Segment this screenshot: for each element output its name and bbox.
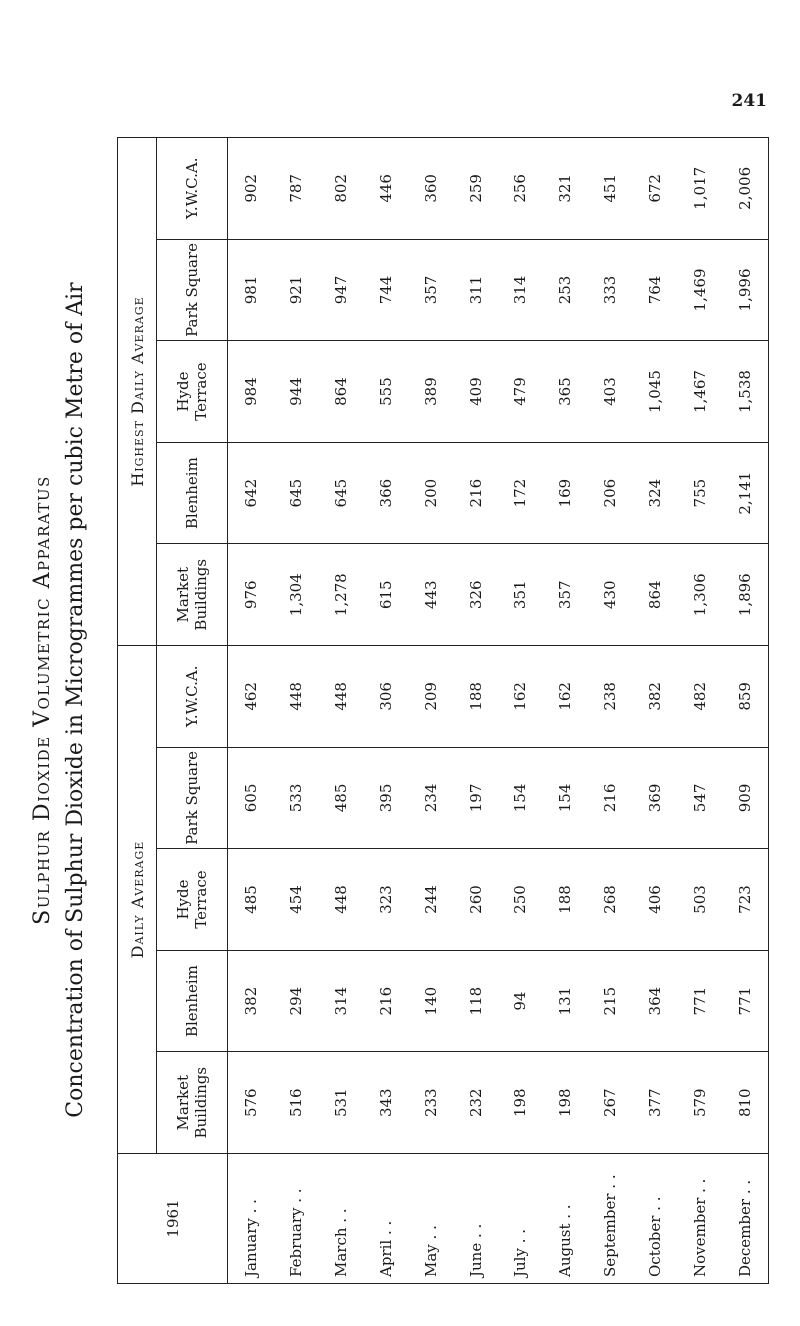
daily-value-cell: 209 [408,646,453,748]
daily-value-cell: 531 [318,1052,363,1154]
table-caption: Concentration of Sulphur Dioxide in Microgrammes per cubic Metre of Air [63,282,88,1118]
highest-value-cell: 1,467 [677,341,722,443]
highest-value-cell: 479 [498,341,543,443]
month-label: December . . [722,1154,768,1284]
daily-value-cell: 448 [274,646,319,748]
column-header-daily: Hyde Terrace [157,849,228,951]
daily-value-cell: 382 [228,950,274,1052]
table-row [408,138,453,1284]
highest-value-cell: 314 [498,239,543,341]
highest-value-cell: 443 [408,544,453,646]
daily-value-cell: 162 [498,646,543,748]
highest-value-cell: 206 [588,442,633,544]
daily-value-cell: 238 [588,646,633,748]
daily-value-cell: 198 [498,1052,543,1154]
highest-value-cell: 984 [228,341,274,443]
daily-value-cell: 382 [633,646,678,748]
daily-value-cell: 503 [677,849,722,951]
column-header-daily: Blenheim [157,950,228,1052]
daily-value-cell: 723 [722,849,768,951]
table-row [274,138,319,1284]
column-header-daily: Y.W.C.A. [157,646,228,748]
highest-value-cell: 389 [408,341,453,443]
highest-value-cell: 764 [633,239,678,341]
daily-value-cell: 94 [498,950,543,1052]
column-header-highest: Hyde Terrace [157,341,228,443]
highest-value-cell: 787 [274,138,319,240]
table-container [117,137,769,1284]
month-label: July . . [498,1154,543,1284]
highest-value-cell: 921 [274,239,319,341]
highest-value-cell: 200 [408,442,453,544]
highest-value-cell: 446 [363,138,408,240]
highest-value-cell: 902 [228,138,274,240]
daily-value-cell: 454 [274,849,319,951]
highest-value-cell: 1,045 [633,341,678,443]
highest-value-cell: 744 [363,239,408,341]
month-label: August . . [543,1154,588,1284]
highest-value-cell: 864 [633,544,678,646]
month-label: May . . [408,1154,453,1284]
daily-value-cell: 482 [677,646,722,748]
highest-value-cell: 944 [274,341,319,443]
daily-value-cell: 162 [543,646,588,748]
group-header-daily-average: Daily Average [118,646,157,1154]
daily-value-cell: 810 [722,1052,768,1154]
daily-value-cell: 267 [588,1052,633,1154]
column-header-daily: Park Square [157,747,228,849]
daily-value-cell: 197 [453,747,498,849]
group-header-highest-daily-average: Highest Daily Average [118,138,157,646]
highest-value-cell: 672 [633,138,678,240]
table-row [453,138,498,1284]
daily-value-cell: 369 [633,747,678,849]
column-header-highest: Market Buildings [157,544,228,646]
daily-value-cell: 118 [453,950,498,1052]
month-label: October . . [633,1154,678,1284]
highest-value-cell: 615 [363,544,408,646]
daily-value-cell: 909 [722,747,768,849]
highest-value-cell: 351 [498,544,543,646]
daily-value-cell: 232 [453,1052,498,1154]
daily-value-cell: 406 [633,849,678,951]
month-label: February . . [274,1154,319,1284]
highest-value-cell: 430 [588,544,633,646]
daily-value-cell: 448 [318,849,363,951]
daily-value-cell: 448 [318,646,363,748]
daily-value-cell: 234 [408,747,453,849]
daily-value-cell: 377 [633,1052,678,1154]
highest-value-cell: 324 [633,442,678,544]
month-label: April . . [363,1154,408,1284]
highest-value-cell: 333 [588,239,633,341]
table-row [677,138,722,1284]
column-header-row [157,138,228,1284]
highest-value-cell: 981 [228,239,274,341]
highest-value-cell: 1,896 [722,544,768,646]
highest-value-cell: 947 [318,239,363,341]
highest-value-cell: 357 [543,544,588,646]
highest-value-cell: 311 [453,239,498,341]
month-label: January . . [228,1154,274,1284]
daily-value-cell: 771 [677,950,722,1052]
daily-value-cell: 198 [543,1052,588,1154]
highest-value-cell: 253 [543,239,588,341]
daily-value-cell: 547 [677,747,722,849]
daily-value-cell: 485 [228,849,274,951]
daily-value-cell: 216 [588,747,633,849]
daily-value-cell: 216 [363,950,408,1052]
month-label: September . . [588,1154,633,1284]
column-header-highest: Y.W.C.A. [157,138,228,240]
table-row [633,138,678,1284]
side-titles [14,120,104,1280]
daily-value-cell: 250 [498,849,543,951]
daily-value-cell: 859 [722,646,768,748]
column-header-highest: Blenheim [157,442,228,544]
daily-value-cell: 215 [588,950,633,1052]
highest-value-cell: 1,996 [722,239,768,341]
daily-value-cell: 605 [228,747,274,849]
month-label: November . . [677,1154,722,1284]
highest-value-cell: 1,469 [677,239,722,341]
highest-value-cell: 642 [228,442,274,544]
table-row [318,138,363,1284]
highest-value-cell: 645 [274,442,319,544]
year-header: 1961 [118,1154,228,1284]
highest-value-cell: 1,304 [274,544,319,646]
month-label: June . . [453,1154,498,1284]
table-row [543,138,588,1284]
highest-value-cell: 366 [363,442,408,544]
highest-value-cell: 256 [498,138,543,240]
highest-value-cell: 864 [318,341,363,443]
daily-value-cell: 343 [363,1052,408,1154]
daily-value-cell: 306 [363,646,408,748]
highest-value-cell: 755 [677,442,722,544]
highest-value-cell: 1,538 [722,341,768,443]
daily-value-cell: 233 [408,1052,453,1154]
daily-value-cell: 771 [722,950,768,1052]
daily-value-cell: 533 [274,747,319,849]
highest-value-cell: 169 [543,442,588,544]
column-header-highest: Park Square [157,239,228,341]
highest-value-cell: 451 [588,138,633,240]
highest-value-cell: 259 [453,138,498,240]
daily-value-cell: 244 [408,849,453,951]
page-number: 241 [731,91,767,111]
daily-value-cell: 462 [228,646,274,748]
daily-value-cell: 314 [318,950,363,1052]
month-label: March . . [318,1154,363,1284]
daily-value-cell: 323 [363,849,408,951]
highest-value-cell: 403 [588,341,633,443]
daily-value-cell: 154 [543,747,588,849]
highest-value-cell: 409 [453,341,498,443]
highest-value-cell: 2,006 [722,138,768,240]
highest-value-cell: 1,278 [318,544,363,646]
daily-value-cell: 268 [588,849,633,951]
daily-value-cell: 395 [363,747,408,849]
table-row [588,138,633,1284]
highest-value-cell: 357 [408,239,453,341]
daily-value-cell: 294 [274,950,319,1052]
highest-value-cell: 321 [543,138,588,240]
highest-value-cell: 1,306 [677,544,722,646]
highest-value-cell: 360 [408,138,453,240]
daily-value-cell: 188 [453,646,498,748]
highest-value-cell: 365 [543,341,588,443]
daily-value-cell: 485 [318,747,363,849]
daily-value-cell: 154 [498,747,543,849]
daily-value-cell: 188 [543,849,588,951]
highest-value-cell: 976 [228,544,274,646]
daily-value-cell: 131 [543,950,588,1052]
table-body [228,138,769,1284]
column-header-daily: Market Buildings [157,1052,228,1154]
table-row [363,138,408,1284]
daily-value-cell: 140 [408,950,453,1052]
daily-value-cell: 576 [228,1052,274,1154]
table-row [498,138,543,1284]
daily-value-cell: 364 [633,950,678,1052]
running-title: Sulphur Dioxide Volumetric Apparatus [30,475,55,925]
table-row [228,138,274,1284]
highest-value-cell: 555 [363,341,408,443]
highest-value-cell: 216 [453,442,498,544]
table-row [722,138,768,1284]
highest-value-cell: 326 [453,544,498,646]
daily-value-cell: 579 [677,1052,722,1154]
highest-value-cell: 645 [318,442,363,544]
daily-value-cell: 260 [453,849,498,951]
highest-value-cell: 802 [318,138,363,240]
highest-value-cell: 172 [498,442,543,544]
so2-table [117,137,769,1284]
highest-value-cell: 2,141 [722,442,768,544]
daily-value-cell: 516 [274,1052,319,1154]
highest-value-cell: 1,017 [677,138,722,240]
